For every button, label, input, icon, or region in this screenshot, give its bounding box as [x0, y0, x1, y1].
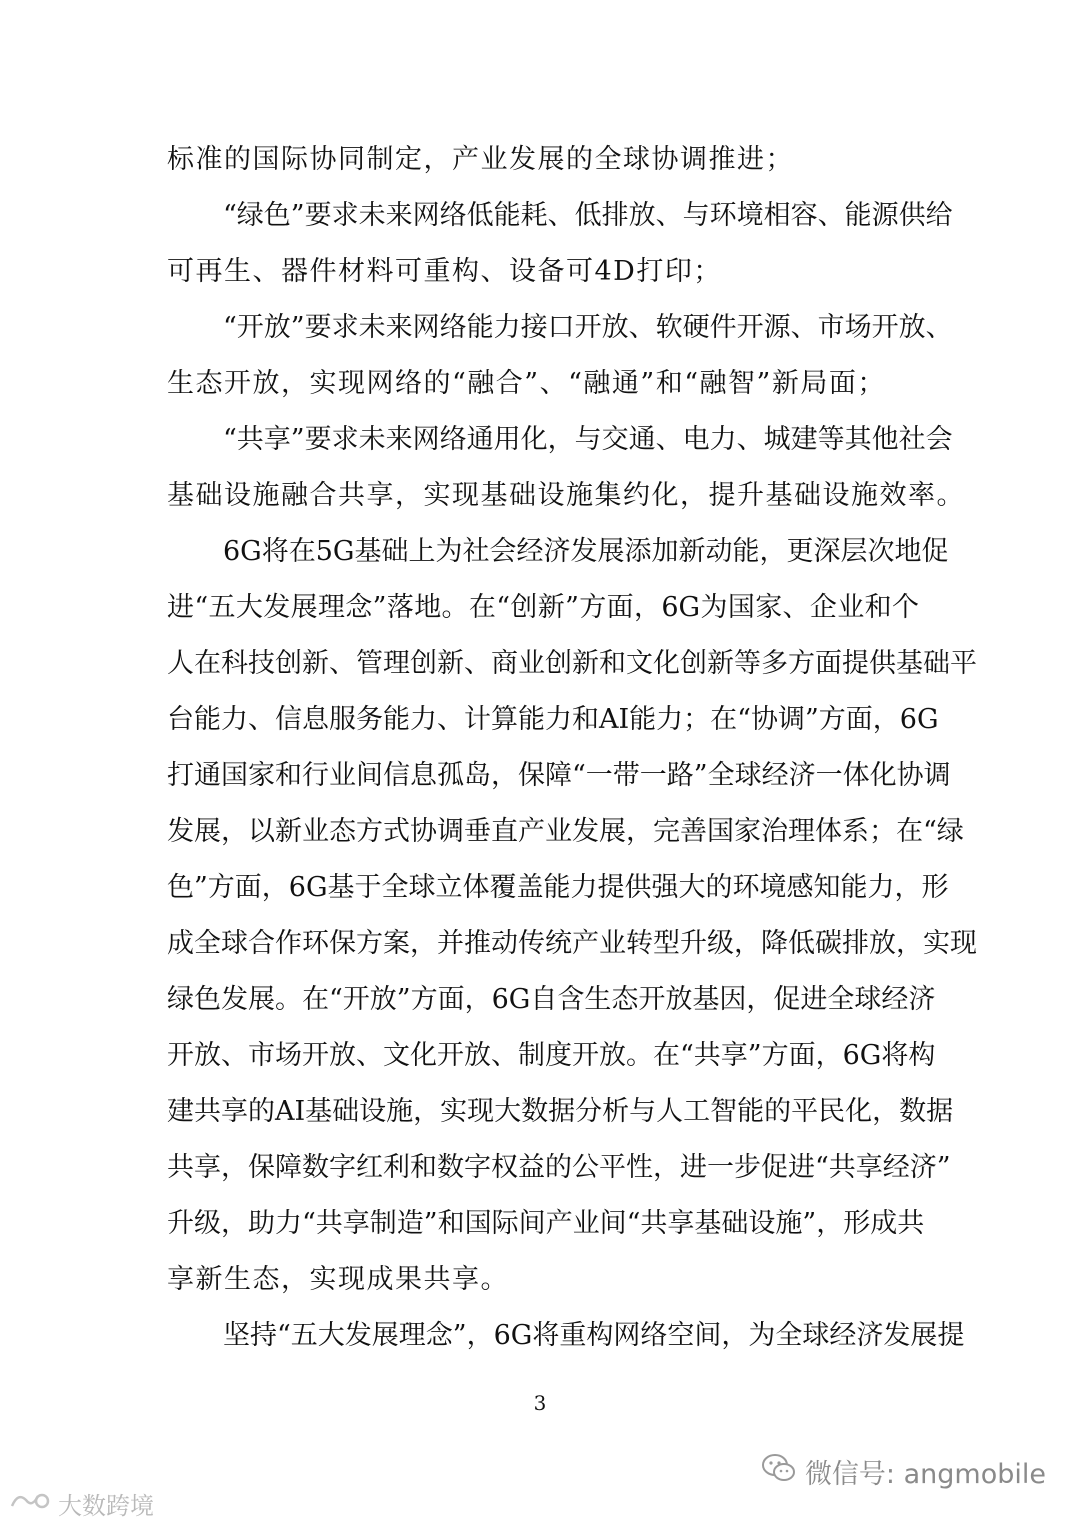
text-line: “共享”要求未来网络通用化，与交通、电力、城建等其他社会 [223, 424, 953, 455]
text-line: 坚持“五大发展理念”，6G将重构网络空间，为全球经济发展提 [223, 1320, 965, 1351]
text-line: 开放、市场开放、文化开放、制度开放。在“共享”方面，6G将构 [167, 1040, 936, 1071]
wechat-id-label: 微信号: angmobile [804, 1459, 1046, 1490]
text-line: 进“五大发展理念”落地。在“创新”方面，6G为国家、企业和个 [167, 592, 919, 623]
text-line: 升级，助力“共享制造”和国际间产业间“共享基础设施”，形成共 [167, 1208, 925, 1239]
brand-logo-icon [8, 1488, 52, 1520]
text-line: 色”方面，6G基于全球立体覆盖能力提供强大的环境感知能力，形 [167, 872, 949, 903]
page-number: 3 [533, 1391, 547, 1415]
text-line: 建共享的AI基础设施，实现大数据分析与人工智能的平民化，数据 [167, 1096, 954, 1127]
wechat-icon [761, 1452, 797, 1491]
text-line: 标准的国际协同制定，产业发展的全球协调推进； [167, 144, 794, 175]
text-line: 人在科技创新、管理创新、商业创新和文化创新等多方面提供基础平 [167, 648, 977, 679]
text-line: 成全球合作环保方案，并推动传统产业转型升级，降低碳排放，实现 [167, 928, 977, 959]
text-line: “开放”要求未来网络能力接口开放、软硬件开源、市场开放、 [223, 312, 953, 343]
text-line: 生态开放，实现网络的“融合”、“融通”和“融智”新局面； [167, 368, 886, 399]
brand-label: 大数跨境 [58, 1492, 154, 1520]
text-line: 共享，保障数字红利和数字权益的公平性，进一步促进“共享经济” [167, 1152, 951, 1183]
wechat-watermark [761, 1452, 1046, 1491]
text-line: 享新生态，实现成果共享。 [167, 1264, 509, 1295]
text-line: 发展，以新业态方式协调垂直产业发展，完善国家治理体系；在“绿 [167, 816, 964, 847]
brand-watermark [8, 1486, 154, 1521]
text-line: 打通国家和行业间信息孤岛，保障“一带一路”全球经济一体化协调 [167, 760, 951, 791]
text-line: 基础设施融合共享，实现基础设施集约化，提升基础设施效率。 [167, 480, 965, 511]
text-line: 台能力、信息服务能力、计算能力和AI能力；在“协调”方面，6G [167, 704, 939, 735]
text-line: 绿色发展。在“开放”方面，6G自含生态开放基因，促进全球经济 [167, 984, 936, 1015]
text-line: 6G将在5G基础上为社会经济发展添加新动能，更深层次地促 [223, 536, 949, 567]
text-line: “绿色”要求未来网络低能耗、低排放、与环境相容、能源供给 [223, 200, 953, 231]
text-line: 可再生、器件材料可重构、设备可4D打印； [167, 256, 722, 287]
